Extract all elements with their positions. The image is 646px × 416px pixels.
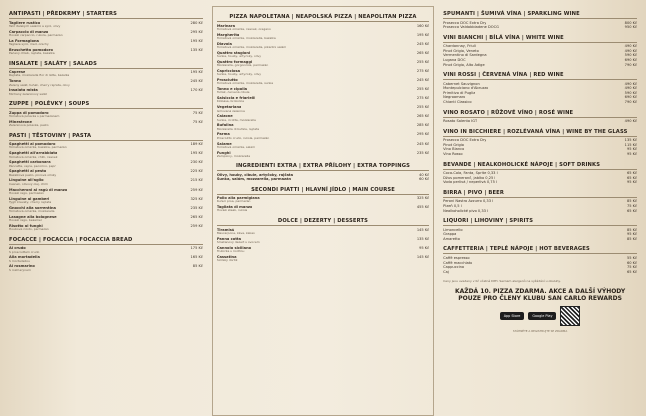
menu-item-name: Tagliere rustico [9, 20, 41, 25]
drink-item-name: Vino Bianco [443, 147, 465, 152]
menu-item-description: Tomatová omáčka, mozzarella, pikantní salám [216, 45, 287, 49]
menu-item-name: Diavola [216, 41, 232, 46]
drink-item-price: 490 Kč [624, 48, 637, 53]
menu-item-description: Česnek, olivový olej, chilli [9, 182, 48, 186]
section-title-bevande: BEVANDE | NEALKOHOLICKÉ NÁPOJE | SOFT DRINKS [443, 161, 637, 170]
drink-item-price: 75 Kč [626, 203, 637, 208]
menu-item-description: Míchaný zeleninový salát [9, 92, 47, 96]
section-title-dolci: DOLCE | DEZERTY | DESSERTS [217, 217, 429, 226]
menu-item-price: 175 Kč [190, 246, 203, 251]
menu-item-description: Tomatová polévka s parmazánem [9, 114, 60, 118]
menu-item-description: Šunka, houby, artyčoky, olivy [216, 55, 262, 59]
drink-item-price: 85 Kč [626, 199, 637, 204]
menu-item-price: 195 Kč [190, 38, 203, 43]
drink-item-name: Nealkoholické pivo 0,33 l [443, 208, 489, 213]
menu-item-price: 40 Kč [419, 172, 430, 177]
menu-item-price: 259 Kč [190, 187, 203, 192]
drink-item-name: Cappuccino [443, 265, 465, 270]
drink-item-price: 790 Kč [624, 62, 637, 67]
google-play-badge[interactable]: Google Play [528, 312, 556, 320]
menu-item-price: 295 Kč [416, 132, 430, 137]
drink-item-price: 690 Kč [624, 57, 637, 62]
menu-item-price: 60 Kč [419, 177, 430, 182]
menu-item-description: Hovězí ragú, parmazán [9, 191, 44, 195]
menu-item-name: Vegetariana [216, 105, 242, 110]
menu-item-description: Tomatová omáčka, mozzarella [9, 209, 55, 213]
menu-item-price: 325 Kč [190, 196, 203, 201]
menu-item-name: Zuppa di pomodoro [9, 110, 49, 115]
drink-item-price: 95 Kč [626, 152, 637, 156]
drink-item-name: Caffè espresso [443, 255, 470, 260]
drink-item-price: 95 Kč [626, 232, 637, 237]
menu-item-price: 275 Kč [416, 96, 430, 101]
section-title-pasti: PASTI | TĚSTOVINY | PASTA [9, 132, 203, 141]
drink-item-name: Primitivo di Puglia [443, 90, 476, 95]
drink-item [443, 180, 637, 185]
menu-item-description: Trubička s ricottou [216, 250, 245, 253]
menu-item-name: Parma [216, 132, 230, 137]
section-title-focaccia: FOCACCE | FOCACCIA | FOCACCIA BREAD [9, 236, 203, 245]
drink-item [443, 119, 637, 124]
menu-item-name: Bufalina [216, 123, 234, 128]
menu-column-right [443, 6, 637, 416]
section-title-liquori: LIQUORI | LIHOVINY | SPIRITS [443, 217, 637, 226]
drink-item [443, 270, 637, 275]
menu-item-name: Gnocchi alla sorrentina [9, 205, 56, 210]
menu-item-price: 195 Kč [190, 70, 203, 75]
section-title-rosato: VINO ROSATO | RŮŽOVÉ VÍNO | ROSÉ WINE [443, 109, 637, 118]
menu-item-name: Salame [216, 141, 232, 146]
menu-item-name: Funghi [216, 150, 231, 155]
menu-item-description: Kuřecí prsa, parmazán [216, 200, 251, 204]
menu-item-description: Mozzarella, gorgonzola, parmazán [216, 64, 269, 68]
menu-item-name: Tagliata di manzo [216, 205, 253, 210]
menu-item-description: S mortadellou [9, 259, 31, 263]
menu-item-description: Tomatová omáčka, chilli, česnek [9, 155, 58, 159]
section-title-secondi: SECONDI PIATTI | HLAVNÍ JÍDLO | MAIN COURSE [217, 186, 429, 195]
drink-item-price: 95 Kč [626, 180, 637, 185]
menu-item-name: Prosciutto [216, 77, 238, 82]
drink-item-name: Pinot Grigio, Alto Adige [443, 62, 485, 67]
menu-item-description: Hovězí steak, rukola [216, 209, 248, 213]
menu-columns [9, 6, 637, 416]
menu-item-price: 215 Kč [190, 178, 203, 183]
menu-item-name: Olivy, houby, cibule, artyčoky, rajčata [216, 172, 294, 177]
menu-item-name: Tonno e cipolla [216, 87, 248, 92]
menu-item-description: Pečený chléb, rajčata, bazalka [9, 52, 55, 56]
menu-item-description: Žampiony, mozzarella [216, 154, 251, 158]
menu-item-name: Alla mortadella [9, 255, 40, 260]
menu-item-description: Rajčata, mozzarella fior di latte, bazalka [9, 74, 70, 78]
menu-item-name: Linguine all'aglio [9, 178, 44, 183]
menu-item-description: Bazalkové pesto, piniové oříšky [9, 173, 57, 177]
drink-item-price: 95 Kč [626, 147, 637, 152]
menu-item-name: Maccheroni al ragù di manzo [9, 187, 68, 192]
section-title-spumanti: SPUMANTI | ŠUMIVÁ VÍNA | SPARKLING WINE [443, 10, 637, 19]
menu-item-price: 245 Kč [416, 141, 430, 146]
rewards-headline: KAŽDÁ 10. PIZZA ZDARMA. AKCE A DALŠÍ VÝHODY POUZE PRO ČLENY KLUBU SAN CARLO REWARDS [454, 287, 626, 302]
drink-item-name: Cabernet Sauvignon [443, 81, 480, 86]
menu-item-name: Quattro stagioni [216, 50, 251, 55]
drink-item-price: 790 Kč [624, 100, 637, 105]
drink-item-price: 490 Kč [624, 119, 637, 124]
drink-item-price: 85 Kč [626, 236, 637, 241]
menu-item-name: Bruschetta pomodoro [9, 47, 53, 52]
menu-item-name: Spaghetti al pesto [9, 169, 47, 174]
section-title-insalate: INSALATE | SALÁTY | SALADS [9, 60, 203, 69]
menu-item-name: Cannolo siciliano [216, 245, 252, 250]
drink-item-name: Grappa [443, 232, 457, 237]
drink-item-price: 490 Kč [624, 81, 637, 86]
section-title-ingredienti: INGREDIENTI EXTRA | EXTRA PŘÍLOHY | EXTRA TOPPINGS [217, 162, 429, 171]
menu-item-price: 265 Kč [416, 50, 430, 55]
drink-item-name: Negroamaro [443, 95, 466, 100]
section-title-rossi: VINI ROSSI | ČERVENÁ VÍNA | RED WINE [443, 71, 637, 80]
menu-item-description: S prosciuttem crudo [9, 250, 40, 254]
menu-item-price: 280 Kč [190, 20, 203, 25]
drink-item-name: Pinot Grigio, Veneto [443, 48, 479, 53]
menu-item-name: Šunka, salám, mozzarella, parmazán [216, 177, 292, 182]
menu-item-name: Panna cotta [216, 236, 242, 241]
menu-item-price: 195 Kč [190, 151, 203, 156]
menu-item-name: Spaghetti all'arrabbiata [9, 151, 58, 156]
menu-item-name: Carpaccio di manzo [9, 29, 49, 34]
menu-item-name: Pollo alla parmigiana [216, 196, 260, 201]
menu-item-price: 170 Kč [190, 88, 203, 93]
menu-item-name: Tiramisù [216, 227, 235, 232]
section-title-caffe: CAFFETTERIA | TEPLÉ NÁPOJE | HOT BEVERAGES [443, 245, 637, 254]
menu-item-name: Linguine ai gamberi [9, 196, 50, 201]
menu-item-name: Lasagne alla bolognese [9, 214, 57, 219]
drink-item [443, 25, 637, 30]
drink-item-name: Chardonnay, Friuli [443, 44, 476, 49]
menu-item-description: Mascarpone, káva, kakao [216, 231, 255, 235]
drink-item-name: Pinot Grigio [443, 142, 465, 147]
menu-item-name: Calzone [216, 114, 233, 119]
menu-item-name: Quattro formaggi [216, 59, 253, 64]
drink-item-price: 60 Kč [626, 260, 637, 265]
menu-item-name: Al crudo [9, 246, 26, 251]
drink-item [443, 237, 637, 242]
drink-item-name: Coca-Cola, Fanta, Sprite 0,33 l [443, 171, 498, 176]
section-title-bianchi: VINI BIANCHI | BÍLÁ VÍNA | WHITE WINE [443, 34, 637, 43]
menu-item-description: Tomatová omáčka, mozzarella, šunka [216, 82, 274, 86]
menu-item-price: 325 Kč [416, 196, 430, 201]
drink-item-price: 690 Kč [624, 95, 637, 100]
menu-item-description: Prosciutto crudo, rukola, parmazán [216, 136, 270, 140]
drink-item [443, 209, 637, 214]
drink-item-price: 75 Kč [626, 265, 637, 270]
menu-item-description: Tomatová omáčka, mozzarella, bazalka [216, 36, 276, 40]
rewards-promo [443, 280, 637, 333]
drink-item-price: 590 Kč [624, 90, 637, 95]
app-badges [443, 306, 637, 326]
menu-item-description: Zeleninová polévka, pesto [9, 124, 49, 128]
drink-item-price: 65 Kč [626, 175, 637, 180]
menu-item-price: 160 Kč [416, 23, 430, 28]
menu-item-price: 265 Kč [190, 214, 203, 219]
drink-item [443, 152, 637, 157]
menu-item-name: Risotto ai funghi [9, 223, 43, 228]
menu-item-name: Spaghetti al pomodoro [9, 142, 56, 147]
menu-item-description: Šunka, ricotta, mozzarella [216, 118, 256, 122]
menu-item-name: Spaghetti carbonara [9, 160, 51, 165]
drink-item-name: Chianti Classico [443, 100, 472, 105]
menu-item-price: 135 Kč [190, 47, 203, 52]
menu-item-price: 135 Kč [416, 236, 430, 241]
menu-item-description: Grilovaná zelenina [216, 109, 245, 113]
drink-item-name: Peroni Nastro Azzurro 0,33 l [443, 199, 494, 204]
drink-item-price: 590 Kč [624, 53, 637, 58]
menu-item-name: Caprese [9, 70, 26, 75]
menu-item-price: 275 Kč [416, 68, 430, 73]
menu-item-description: Zelený salát, tuňák, cherry rajčata, olivy [9, 83, 70, 87]
drink-item-name: Montepulciano d'Abruzzo [443, 86, 489, 91]
menu-item-description: Mozzarella di bufala, rajčata [216, 127, 260, 131]
app-store-badge[interactable]: App Store [500, 312, 525, 320]
drink-item-name: Lugana DOC [443, 57, 466, 62]
menu-column-left [9, 6, 203, 416]
menu-item-description: Tomatová omáčka, česnek, oregano [216, 27, 271, 31]
menu-item-name: Marinara [216, 23, 236, 28]
menu-item-description: S rozmarýnem [9, 268, 31, 272]
menu-item-price: 75 Kč [192, 119, 203, 124]
allergen-note: Ceny jsou uvedeny v Kč včetně DPH. Seznam alergenů na vyžádání u obsluhy. [443, 279, 561, 284]
drink-item-price: 115 Kč [624, 142, 637, 147]
menu-item-price: 245 Kč [190, 79, 203, 84]
menu-item-name: La Formagiona [9, 38, 39, 43]
menu-item-name: Minestrone [9, 119, 32, 124]
menu-item-name: Capricciosa [216, 68, 241, 73]
menu-item-price: 455 Kč [416, 205, 430, 210]
menu-column-center [212, 6, 434, 416]
menu-item-price: 265 Kč [416, 114, 430, 119]
menu-item-description: Houbové rizoto, parmazán [9, 228, 49, 232]
menu-item-price: 75 Kč [192, 110, 203, 115]
menu-item-price: 95 Kč [419, 245, 430, 250]
menu-item-price: 145 Kč [416, 227, 430, 232]
drink-item-name: Prosecco DOC Extra Dry [443, 20, 487, 25]
menu-item-description: Tomatová omáčka, bazalka, parmazán [9, 146, 67, 150]
menu-item-price: 295 Kč [190, 29, 203, 34]
menu-item-description: Šunka, houby, artyčoky, olivy [216, 73, 262, 77]
drink-item-name: Džus pomeranč, jablko 0,25 l [443, 175, 496, 180]
menu-item-price: 85 Kč [192, 264, 203, 269]
drink-item-price: 65 Kč [626, 208, 637, 213]
drink-item [443, 63, 637, 68]
menu-item-description: Sicilský dortík [216, 259, 238, 263]
download-note: STÁHNĚTE A REGISTRUJTE SE ZDARMA [512, 328, 568, 333]
menu-item-name: Cassatina [216, 254, 237, 259]
menu-item-price: 225 Kč [190, 169, 203, 174]
menu-item-price: 255 Kč [416, 87, 430, 92]
drink-item-price: 490 Kč [624, 86, 637, 91]
menu-item-description: Pancetta, vejce, pecorino, pepř [9, 164, 56, 168]
drink-item-price: 490 Kč [624, 44, 637, 49]
menu-item-price: 259 Kč [190, 223, 203, 228]
drink-item-name: Prosecco Valdobbiadene DOCG [443, 25, 499, 30]
menu-item-description: Hovězí ragú, bešamel [9, 219, 42, 223]
drink-item-name: Amaretto [443, 236, 460, 241]
section-title-zuppe: ZUPPE | POLÉVKY | SOUPS [9, 100, 203, 109]
drink-item-price: 950 Kč [624, 25, 637, 30]
drink-item-name: Caffè macchiato [443, 260, 473, 265]
menu-item-description: Klobása, brokolice [216, 100, 245, 104]
menu-item-price: 235 Kč [190, 205, 203, 210]
menu-item-name: Al rosmarino [9, 264, 35, 269]
drink-item-name: Limoncello [443, 227, 463, 232]
menu-item-price: 245 Kč [416, 77, 430, 82]
menu-item-price: 255 Kč [416, 105, 430, 110]
section-title-birra: BIRRA | PIVO | BEER [443, 189, 637, 198]
menu-item-description: Smetanový dezert s ovocem [216, 240, 260, 244]
menu-item-price: 145 Kč [416, 254, 430, 259]
section-title-antipasti: ANTIPASTI | PŘEDKRMY | STARTERS [9, 10, 203, 19]
menu-item-name: Tonno [9, 79, 22, 84]
drink-item-name: Prosecco DOC Extra Dry [443, 138, 487, 143]
drink-item-name: Vermentino di Sardegna [443, 53, 487, 58]
menu-item-price: 285 Kč [416, 123, 430, 128]
menu-item-description: Tagliere sýrů, med, ořechy [9, 42, 49, 46]
drink-item-price: 85 Kč [626, 227, 637, 232]
menu-item-price: 245 Kč [416, 41, 430, 46]
menu-item-description: Tuňák, červená cibule [216, 91, 250, 95]
menu-item-price: 195 Kč [416, 32, 430, 37]
drink-item-name: Voda perlivá / neperlivá 0,75 l [443, 180, 498, 185]
drink-item-name: Rosato Salento IGT [443, 119, 478, 124]
drinks-sections [443, 10, 637, 274]
menu-item-name: Margherita [216, 32, 240, 37]
menu-item-price: 230 Kč [190, 160, 203, 165]
section-title-bicchiere: VINO IN BICCHIERE | ROZLÉVANÁ VÍNA | WINE BY THE GLASS [443, 128, 637, 137]
drink-item-price: 65 Kč [626, 269, 637, 274]
menu-item-name: Insalata mista [9, 88, 38, 93]
drink-item-price: 55 Kč [626, 255, 637, 260]
menu-item-description: Talíř italských salámů a sýrů, olivy [9, 24, 61, 28]
menu-item-price: 235 Kč [416, 150, 430, 155]
drink-item-price: 135 Kč [624, 138, 637, 143]
drink-item [443, 100, 637, 105]
menu-item-description: Hovězí carpaccio, rukola, parmazán [9, 33, 63, 37]
menu-item-name: Salsiccia e friarielli [216, 96, 256, 101]
menu-item-price: 165 Kč [190, 255, 203, 260]
section-title-pizza: PIZZA NAPOLETANA | NEAPOLSKÁ PIZZA | NEAPOLITAN PIZZA [217, 13, 429, 22]
drink-item-name: Plzeň 0,5 l [443, 203, 462, 208]
menu-item-description: Tygří krevety, cherry rajčata [9, 200, 52, 204]
menu-item-description: Tomatová omáčka, salám [216, 145, 256, 149]
menu-item [217, 177, 429, 181]
drink-item-name: Čaj [443, 269, 449, 274]
menu-item-price: 189 Kč [190, 142, 203, 147]
qr-code-icon [560, 306, 580, 326]
drink-item-name: Vino Rosso [443, 152, 463, 156]
menu-item-price: 255 Kč [416, 59, 430, 64]
drink-item-price: 800 Kč [624, 20, 637, 25]
drink-item-price: 65 Kč [626, 171, 637, 176]
